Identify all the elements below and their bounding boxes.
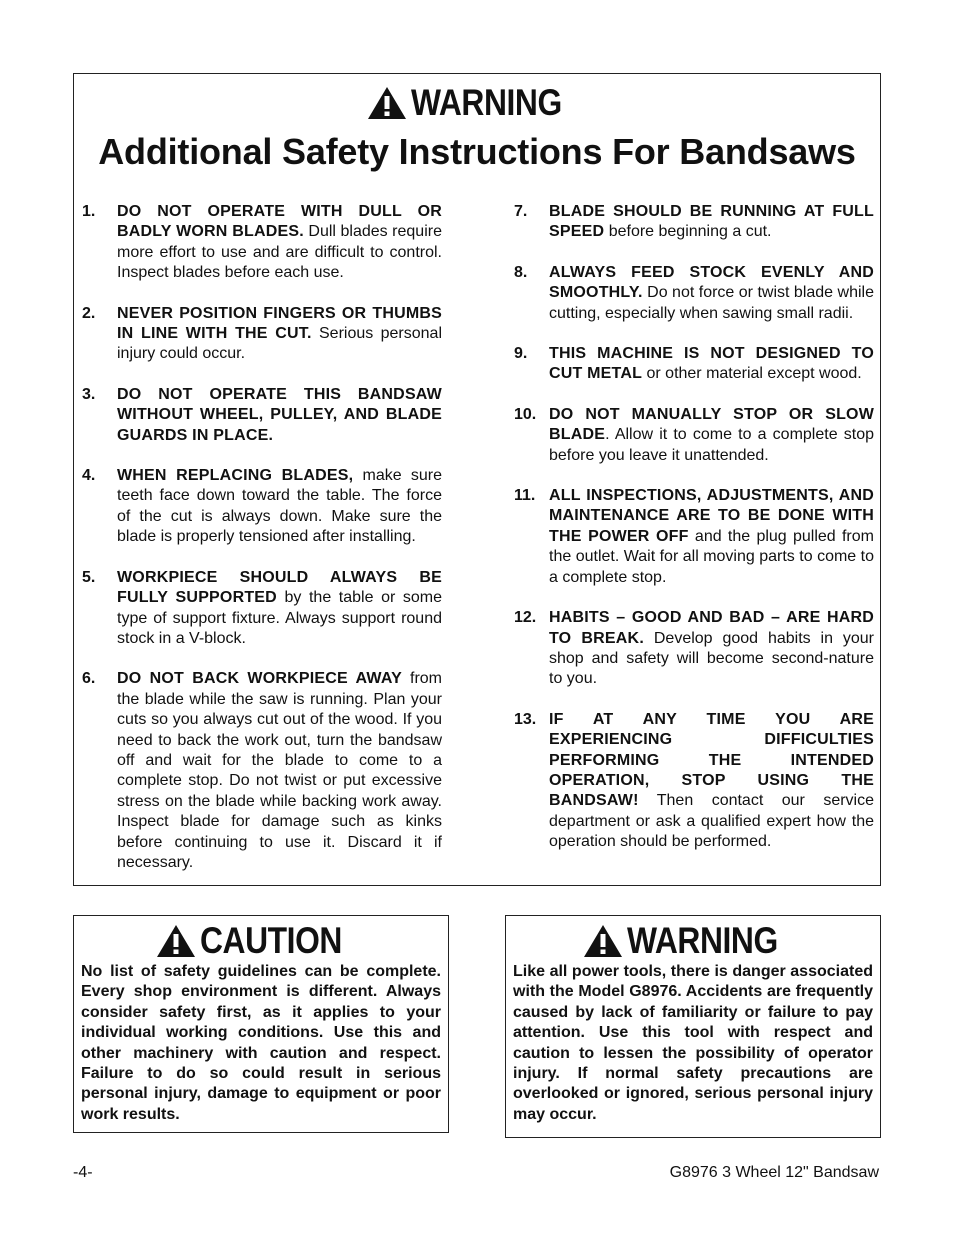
warning-triangle-icon [156, 924, 196, 958]
footer-model: G8976 3 Wheel 12" Bandsaw [669, 1164, 879, 1181]
warning-text: Like all power tools, there is danger associated with the Model G8976. Accidents are frequently caused by lack of familiarity or failure to pay attention. Use this tool with respect and caution to lessen the possibility of operator injury. If normal safety precautions are overlooked or ignored, serious personal injury may occur. [513, 963, 873, 1123]
item-text [549, 608, 874, 690]
warning-triangle-icon [583, 924, 623, 958]
item-number: 13. [514, 710, 537, 728]
item-text [117, 568, 442, 650]
warning-word: WARNING [411, 82, 563, 123]
item-number: 4. [82, 467, 96, 485]
list-item [514, 344, 874, 385]
page-title: Additional Safety Instructions For Bandsaws [98, 131, 856, 172]
item-number: 7. [514, 203, 528, 220]
item-text [117, 385, 442, 446]
warning-word: WARNING [627, 920, 779, 961]
main-warning-box [73, 73, 881, 886]
item-regular-text: before beginning a cut. [604, 223, 772, 241]
item-number: 8. [514, 263, 528, 281]
item-bold-text: DO NOT OPERATE WITH DULL OR BADLY WORN BLADES. [117, 203, 442, 241]
left-column [82, 202, 442, 893]
list-item [82, 669, 442, 873]
list-item [82, 568, 442, 650]
item-regular-text: . Allow it to come to a complete stop before you leave it unattended. [549, 426, 874, 464]
item-regular-text: and the plug pulled from the outlet. Wait for all moving parts to come to a complete stop. [549, 527, 874, 586]
item-bold-text: WORKPIECE SHOULD ALWAYS BE FULLY SUPPORTED [117, 568, 442, 607]
list-item [82, 385, 442, 446]
item-bold-text: DO NOT OPERATE THIS BANDSAW WITHOUT WHEEL, PULLEY, AND BLADE GUARDS IN PLACE. [117, 385, 442, 444]
warning-header [74, 84, 880, 121]
item-text [117, 466, 442, 548]
list-item [514, 202, 874, 243]
item-regular-text: by the table or some type of support fixture. Always support round stock in a V-block. [117, 589, 442, 647]
item-bold-text: HABITS – GOOD AND BAD – ARE HARD TO BREAK. [549, 609, 874, 647]
list-item [514, 263, 874, 324]
item-number: 12. [514, 609, 537, 627]
item-text [549, 202, 874, 243]
list-item [82, 466, 442, 548]
item-regular-text: Dull blades require more effort to use and are difficult to control. Inspect blades before each use. [117, 223, 442, 282]
item-text [117, 304, 442, 365]
item-bold-text: THIS MACHINE IS NOT DESIGNED TO CUT METAL [549, 345, 874, 383]
item-text [117, 669, 442, 873]
caution-word: CAUTION [200, 920, 343, 961]
item-number: 11. [514, 487, 536, 505]
list-item [514, 405, 874, 466]
item-regular-text: or other material except wood. [642, 365, 862, 383]
warning-triangle-icon [367, 86, 407, 120]
list-item [514, 608, 874, 690]
item-number: 10. [514, 405, 537, 423]
item-regular-text: Do not force or twist blade while cutting, especially when sawing small radii. [549, 284, 874, 322]
item-number: 9. [514, 345, 528, 363]
list-item [82, 304, 442, 365]
item-text [549, 710, 874, 853]
item-bold-text: BLADE SHOULD BE RUNNING AT FULL SPEED [549, 203, 874, 241]
item-text [549, 344, 874, 385]
list-item [514, 486, 874, 588]
item-bold-text: IF AT ANY TIME YOU ARE EXPERIENCING DIFFICULTIES PERFORMING THE INTENDED OPERATION, STOP USING THE BANDSAW! [549, 710, 874, 810]
item-regular-text: make sure teeth face down toward the table. The force of the cut is always down. Make sure the blade is properly tensioned after installing. [117, 467, 442, 546]
list-item [514, 710, 874, 853]
item-regular-text: from the blade while the saw is running. Plan your cuts so you always cut out of the wood. If you need to back the work out, turn the bandsaw off and wait for the blade to come to a complete stop. Do not twist or put excessive stress on the blade while backing work away. Inspect blade for damage such as kinks before continuing to use it. Discard it if necessary. [117, 670, 442, 871]
item-text [549, 263, 874, 324]
item-bold-text: ALL INSPECTIONS, ADJUSTMENTS, AND MAINTENANCE ARE TO BE DONE WITH THE POWER OFF [549, 487, 874, 545]
item-regular-text: Serious personal injury could occur. [117, 325, 442, 363]
item-text [549, 486, 874, 588]
item-regular-text: Then contact our service department or ask a qualified expert how the operation should be performed. [549, 792, 874, 851]
item-text [117, 202, 442, 284]
caution-header [74, 922, 448, 959]
item-number: 1. [82, 203, 96, 220]
caution-box [73, 915, 449, 1133]
item-regular-text: Develop good habits in your shop and safety will become second-nature to you. [549, 629, 875, 688]
item-number: 3. [82, 385, 96, 403]
warning-header [506, 922, 880, 959]
item-number: 6. [82, 670, 96, 688]
right-column [514, 202, 874, 873]
item-bold-text: DO NOT MANUALLY STOP OR SLOW BLADE [549, 405, 874, 444]
item-number: 2. [82, 304, 96, 322]
caution-text: No list of safety guidelines can be complete. Every shop environment is different. Always consider safety first, as it applies to your individual working conditions. Use this and other machinery with caution and respect. Failure to do so could result in serious personal injury, damage to equipment or poor work results. [81, 963, 441, 1123]
warning-box [505, 915, 881, 1138]
page-number: -4- [73, 1164, 93, 1181]
list-item [82, 202, 442, 284]
item-bold-text: ALWAYS FEED STOCK EVENLY AND SMOOTHLY. [549, 263, 874, 302]
item-number: 5. [82, 568, 96, 586]
item-bold-text: DO NOT BACK WORKPIECE AWAY [117, 670, 402, 688]
item-bold-text: WHEN REPLACING BLADES, [117, 467, 354, 485]
item-bold-text: NEVER POSITION FINGERS OR THUMBS IN LINE WITH THE CUT. [117, 304, 442, 343]
item-text [549, 405, 874, 466]
